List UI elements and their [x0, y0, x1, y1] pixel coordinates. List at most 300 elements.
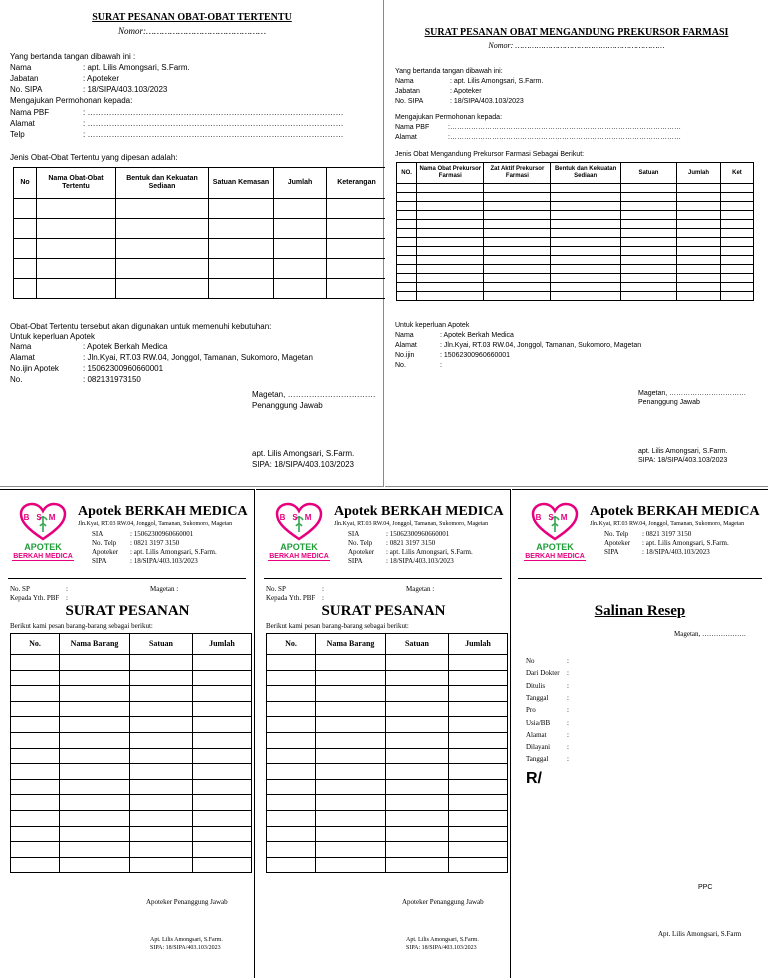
letterhead-value: : apt. Lilis Amongsari, S.Farm.	[386, 548, 473, 556]
order-intro: Berikut kami pesan barang-barang sebagai berikut:	[10, 622, 153, 630]
letterhead-label: SIPA	[348, 557, 363, 565]
form2-intro: Yang bertanda tangan dibawah ini:	[395, 68, 503, 75]
letterhead-label: SIPA	[92, 557, 107, 565]
table-cell	[386, 717, 449, 733]
resep-field-colon: :	[567, 755, 569, 764]
table-cell	[551, 247, 620, 256]
table-cell	[484, 283, 551, 292]
field-value: : 18/SIPA/403.103/2023	[450, 98, 524, 105]
form2-list-heading: Jenis Obat Mengandung Prekursor Farmasi Sebagai Berikut:	[395, 151, 585, 158]
table-cell	[417, 283, 484, 292]
table-cell	[677, 265, 721, 274]
column-header: Nama Obat Prekursor Farmasi	[417, 163, 484, 184]
table-cell	[620, 229, 676, 238]
table-cell	[267, 810, 316, 826]
table-row	[397, 283, 754, 292]
form2-sign-sipa: SIPA: 18/SIPA/403.103/2023	[638, 457, 728, 464]
table-cell	[620, 193, 676, 202]
column-header: Nama Barang	[316, 634, 386, 655]
table-cell	[116, 259, 209, 279]
form1-title: SURAT PESANAN OBAT-OBAT TERTENTU	[92, 12, 292, 23]
form1-usage-for: Untuk keperluan Apotek	[10, 332, 95, 341]
table-cell	[193, 779, 252, 795]
table-cell	[449, 795, 508, 811]
table-cell	[417, 202, 484, 211]
table-cell	[720, 202, 753, 211]
table-cell	[316, 779, 386, 795]
logo-word-berkah: BERKAH MEDICA	[525, 553, 585, 560]
table-cell	[193, 717, 252, 733]
table-cell	[449, 701, 508, 717]
pharmacy-name: Apotek BERKAH MEDICA	[334, 504, 504, 519]
table-cell	[60, 764, 130, 780]
table-cell	[397, 202, 417, 211]
order-table	[10, 633, 252, 873]
column-header: Satuan Kemasan	[209, 168, 274, 199]
form2-table	[396, 162, 754, 301]
table-cell	[397, 193, 417, 202]
table-cell	[60, 857, 130, 873]
letterhead-value: : 0821 3197 3150	[386, 539, 436, 547]
table-cell	[193, 826, 252, 842]
table-cell	[720, 211, 753, 220]
table-cell	[449, 842, 508, 858]
letterhead-value: : apt. Lilis Amongsari, S.Farm.	[642, 539, 729, 547]
table-cell	[386, 779, 449, 795]
table-row	[11, 748, 252, 764]
table-row	[11, 842, 252, 858]
table-row	[11, 779, 252, 795]
order-signer: Apoteker Penanggung Jawab	[402, 898, 484, 906]
table-cell	[720, 229, 753, 238]
field-value: : Apotek Berkah Medica	[440, 332, 514, 339]
table-cell	[449, 826, 508, 842]
form-prekursor	[385, 0, 768, 487]
order-intro: Berikut kami pesan barang-barang sebagai berikut:	[266, 622, 409, 630]
table-row	[267, 810, 508, 826]
table-cell	[11, 670, 60, 686]
table-cell	[397, 184, 417, 193]
field-label: Alamat	[10, 353, 35, 362]
table-cell	[417, 238, 484, 247]
logo-word-berkah: BERKAH MEDICA	[269, 553, 329, 560]
letterhead-value: : apt. Lilis Amongsari, S.Farm.	[130, 548, 217, 556]
table-cell	[274, 259, 327, 279]
table-cell	[397, 265, 417, 274]
table-cell	[130, 748, 193, 764]
field-label: No.	[10, 375, 23, 384]
column-header: No	[14, 168, 37, 199]
logo-letters: BSM	[23, 513, 63, 522]
field-label: Nama	[395, 78, 414, 85]
table-cell	[37, 199, 116, 219]
form1-usage: Obat-Obat Tertentu tersebut akan digunakan untuk memenuhi kebutuhan:	[10, 322, 272, 331]
table-cell	[130, 842, 193, 858]
table-cell	[386, 748, 449, 764]
brand-logo	[13, 502, 73, 564]
table-cell	[316, 748, 386, 764]
table-cell	[677, 238, 721, 247]
letterhead-value: : 0821 3197 3150	[130, 539, 180, 547]
table-cell	[417, 211, 484, 220]
salinan-resep	[512, 489, 768, 978]
table-header-row	[397, 163, 754, 184]
resep-field-label: Pro	[526, 706, 536, 715]
table-cell	[11, 701, 60, 717]
column-header: Jumlah	[677, 163, 721, 184]
table-cell	[620, 274, 676, 283]
table-cell	[130, 686, 193, 702]
letterhead-label: SIA	[348, 530, 360, 538]
resep-field-colon: :	[567, 706, 569, 715]
form1-nomor: Nomor:………………………………………	[117, 26, 267, 36]
table-row	[397, 256, 754, 265]
table-row	[11, 655, 252, 671]
table-cell	[484, 265, 551, 274]
table-cell	[417, 220, 484, 229]
kepada-colon: :	[66, 594, 68, 602]
table-row	[267, 779, 508, 795]
resep-sign-name: Apt. Lilis Amongsari, S.Farm	[658, 930, 742, 938]
field-value: : ……………………………………………………………………………………	[83, 108, 344, 117]
table-cell	[11, 748, 60, 764]
table-cell	[677, 247, 721, 256]
table-cell	[720, 184, 753, 193]
order-title: SURAT PESANAN	[65, 603, 190, 619]
field-label: Nama PBF	[395, 124, 430, 131]
resep-field-label: Dilayani	[526, 743, 551, 752]
order-title: SURAT PESANAN	[321, 603, 446, 619]
resep-field-label: Ditulis	[526, 681, 546, 690]
table-cell	[551, 292, 620, 301]
table-cell	[677, 283, 721, 292]
table-cell	[116, 279, 209, 299]
letterhead-value: : 15062300960660001	[386, 530, 450, 538]
header-divider	[8, 578, 246, 579]
table-cell	[209, 259, 274, 279]
table-cell	[37, 279, 116, 299]
field-label: No. SIPA	[395, 98, 424, 105]
form2-nomor: Nomor: ………………………………………………………	[488, 41, 665, 50]
table-row	[11, 764, 252, 780]
table-row	[267, 826, 508, 842]
table-cell	[551, 229, 620, 238]
table-cell	[484, 292, 551, 301]
logo-word-apotek: APOTEK	[536, 542, 574, 552]
table-cell	[130, 826, 193, 842]
heart-logo-icon	[530, 502, 580, 542]
table-cell	[551, 193, 620, 202]
order-sign-sipa: SIPA: 18/SIPA/403.103/2023	[406, 945, 477, 951]
form2-request-heading: Mengajukan Permohonan kepada:	[395, 114, 503, 121]
table-cell	[397, 238, 417, 247]
table-cell	[720, 283, 753, 292]
table-cell	[620, 292, 676, 301]
table-row	[267, 857, 508, 873]
table-cell	[130, 670, 193, 686]
table-cell	[720, 265, 753, 274]
letterhead-label: Apoteker	[348, 548, 375, 556]
table-row	[267, 842, 508, 858]
resep-title: Salinan Resep	[594, 603, 686, 619]
letterhead-value: : 18/SIPA/403.103/2023	[386, 557, 454, 565]
table-cell	[677, 256, 721, 265]
table-cell	[397, 292, 417, 301]
table-cell	[316, 842, 386, 858]
table-cell	[267, 701, 316, 717]
table-cell	[720, 256, 753, 265]
field-value: : Jln.Kyai, RT.03 RW.04, Jonggol, Tamanan, Sukomoro, Magetan	[440, 342, 642, 349]
column-header: Zat Aktif Prekursor Farmasi	[484, 163, 551, 184]
table-cell	[11, 686, 60, 702]
table-row	[14, 279, 387, 299]
table-cell	[14, 219, 37, 239]
table-cell	[484, 202, 551, 211]
letterhead-label: SIA	[92, 530, 104, 538]
table-cell	[620, 220, 676, 229]
table-cell	[116, 199, 209, 219]
order-form-b	[256, 489, 511, 978]
table-cell	[397, 247, 417, 256]
table-cell	[60, 732, 130, 748]
column-header: Satuan	[386, 634, 449, 655]
table-header-row	[14, 168, 387, 199]
resep-r-symbol: R/	[526, 770, 542, 787]
column-header: Ket	[720, 163, 753, 184]
field-label: Alamat	[395, 342, 417, 349]
table-cell	[274, 199, 327, 219]
field-label: Nama PBF	[10, 108, 50, 117]
table-cell	[209, 219, 274, 239]
table-cell	[417, 247, 484, 256]
table-cell	[193, 686, 252, 702]
table-row	[267, 655, 508, 671]
resep-place-date: Magetan, ……………….	[674, 630, 746, 638]
table-row	[11, 670, 252, 686]
table-cell	[60, 779, 130, 795]
table-cell	[60, 686, 130, 702]
letterhead-value: : 18/SIPA/403.103/2023	[642, 548, 710, 556]
column-header: Jumlah	[449, 634, 508, 655]
resep-field-colon: :	[567, 730, 569, 739]
table-cell	[720, 292, 753, 301]
field-label: Nama	[395, 332, 414, 339]
table-cell	[386, 857, 449, 873]
field-label: Jabatan	[10, 74, 39, 83]
table-cell	[11, 795, 60, 811]
table-cell	[386, 670, 449, 686]
table-cell	[316, 655, 386, 671]
form1-responsible: Penanggung Jawab	[252, 401, 323, 410]
form-obat-tertentu	[0, 0, 384, 487]
table-row	[11, 810, 252, 826]
table-cell	[316, 857, 386, 873]
table-cell	[37, 259, 116, 279]
table-cell	[267, 795, 316, 811]
field-value: :………………………………………………………………………………………	[448, 134, 681, 141]
table-cell	[397, 211, 417, 220]
order-signer: Apoteker Penanggung Jawab	[146, 898, 228, 906]
table-cell	[386, 795, 449, 811]
resep-field-label: No	[526, 657, 535, 665]
table-cell	[60, 826, 130, 842]
table-cell	[14, 279, 37, 299]
table-cell	[449, 732, 508, 748]
table-cell	[193, 810, 252, 826]
table-cell	[267, 764, 316, 780]
table-cell	[551, 274, 620, 283]
table-cell	[677, 292, 721, 301]
table-cell	[677, 211, 721, 220]
magetan-label: Magetan :	[150, 585, 179, 593]
table-cell	[620, 256, 676, 265]
table-cell	[193, 701, 252, 717]
table-cell	[193, 670, 252, 686]
column-header: Nama Barang	[60, 634, 130, 655]
table-row	[11, 701, 252, 717]
table-cell	[267, 748, 316, 764]
field-value: : Apoteker	[450, 88, 482, 95]
order-sign-name: Apt. Lilis Amongsari, S.Farm.	[406, 937, 479, 943]
table-cell	[274, 239, 327, 259]
table-cell	[397, 274, 417, 283]
table-cell	[551, 265, 620, 274]
field-value: : ……………………………………………………………………………………	[83, 130, 344, 139]
table-cell	[130, 701, 193, 717]
table-header-row	[267, 634, 508, 655]
table-cell	[327, 259, 387, 279]
table-cell	[60, 810, 130, 826]
form1-sign-sipa: SIPA: 18/SIPA/403.103/2023	[252, 460, 354, 469]
column-header: NO.	[397, 163, 417, 184]
resep-field-colon: :	[567, 657, 569, 665]
table-cell	[193, 764, 252, 780]
table-cell	[551, 256, 620, 265]
resep-field-colon: :	[567, 693, 569, 702]
table-cell	[267, 779, 316, 795]
table-cell	[267, 655, 316, 671]
table-row	[397, 229, 754, 238]
table-cell	[484, 247, 551, 256]
table-cell	[484, 193, 551, 202]
kepada-label: Kepada Yth. PBF	[266, 594, 316, 602]
form1-table	[13, 167, 387, 299]
letterhead-label: No. Telp	[348, 539, 373, 547]
table-cell	[720, 238, 753, 247]
letterhead-value: : 15062300960660001	[130, 530, 194, 538]
resep-field-label: Tanggal	[526, 693, 549, 702]
table-cell	[327, 199, 387, 219]
field-label: Alamat	[10, 119, 35, 128]
table-cell	[11, 764, 60, 780]
table-cell	[397, 283, 417, 292]
table-cell	[11, 779, 60, 795]
table-cell	[316, 764, 386, 780]
table-cell	[484, 220, 551, 229]
table-cell	[11, 842, 60, 858]
field-value: : 15062300960660001	[440, 352, 511, 359]
table-cell	[386, 686, 449, 702]
logo-word-apotek: APOTEK	[280, 542, 318, 552]
table-row	[397, 211, 754, 220]
table-cell	[130, 717, 193, 733]
table-cell	[11, 732, 60, 748]
column-header: Satuan	[130, 634, 193, 655]
table-cell	[316, 732, 386, 748]
table-cell	[417, 292, 484, 301]
table-cell	[551, 184, 620, 193]
field-value: :	[440, 362, 442, 369]
header-divider	[264, 578, 502, 579]
table-cell	[620, 283, 676, 292]
pharmacy-address: Jln.Kyai, RT.03 RW.04, Jonggol, Tamanan, Sukomoro, Magetan	[590, 521, 745, 527]
table-cell	[193, 857, 252, 873]
table-cell	[620, 202, 676, 211]
table-cell	[327, 279, 387, 299]
letterhead-label: No. Telp	[604, 530, 629, 538]
table-row	[267, 732, 508, 748]
table-cell	[417, 256, 484, 265]
table-cell	[209, 279, 274, 299]
table-cell	[449, 655, 508, 671]
table-cell	[14, 239, 37, 259]
column-header: No.	[11, 634, 60, 655]
letterhead-label: No. Telp	[92, 539, 117, 547]
magetan-label: Magetan :	[406, 585, 435, 593]
table-cell	[551, 202, 620, 211]
table-header-row	[11, 634, 252, 655]
column-header: Jumlah	[274, 168, 327, 199]
column-header: No.	[267, 634, 316, 655]
field-label: No.ijin	[395, 352, 415, 359]
table-cell	[130, 779, 193, 795]
header-divider	[518, 578, 762, 579]
table-cell	[267, 732, 316, 748]
column-header: Satuan	[620, 163, 676, 184]
order-sign-name: Apt. Lilis Amongsari, S.Farm.	[150, 937, 223, 943]
table-cell	[130, 655, 193, 671]
form1-place-date: Magetan, ……………………………	[252, 390, 376, 399]
table-row	[397, 292, 754, 301]
table-cell	[209, 199, 274, 219]
table-cell	[449, 810, 508, 826]
table-cell	[484, 238, 551, 247]
table-cell	[193, 842, 252, 858]
table-cell	[620, 247, 676, 256]
field-value: : Jln.Kyai, RT.03 RW.04, Jonggol, Tamanan, Sukomoro, Magetan	[83, 353, 313, 362]
table-row	[14, 239, 387, 259]
table-cell	[677, 229, 721, 238]
table-row	[11, 717, 252, 733]
column-header: Jumlah	[193, 634, 252, 655]
table-cell	[386, 701, 449, 717]
logo-letters: BSM	[279, 513, 319, 522]
table-cell	[37, 219, 116, 239]
resep-field-label: Tanggal	[526, 755, 549, 764]
resep-field-colon: :	[567, 669, 569, 678]
table-cell	[11, 810, 60, 826]
table-cell	[14, 259, 37, 279]
table-cell	[130, 810, 193, 826]
table-cell	[677, 193, 721, 202]
table-cell	[386, 655, 449, 671]
table-cell	[417, 193, 484, 202]
table-cell	[620, 238, 676, 247]
table-cell	[274, 219, 327, 239]
table-row	[14, 219, 387, 239]
table-row	[14, 199, 387, 219]
field-value: : Apotek Berkah Medica	[83, 342, 168, 351]
